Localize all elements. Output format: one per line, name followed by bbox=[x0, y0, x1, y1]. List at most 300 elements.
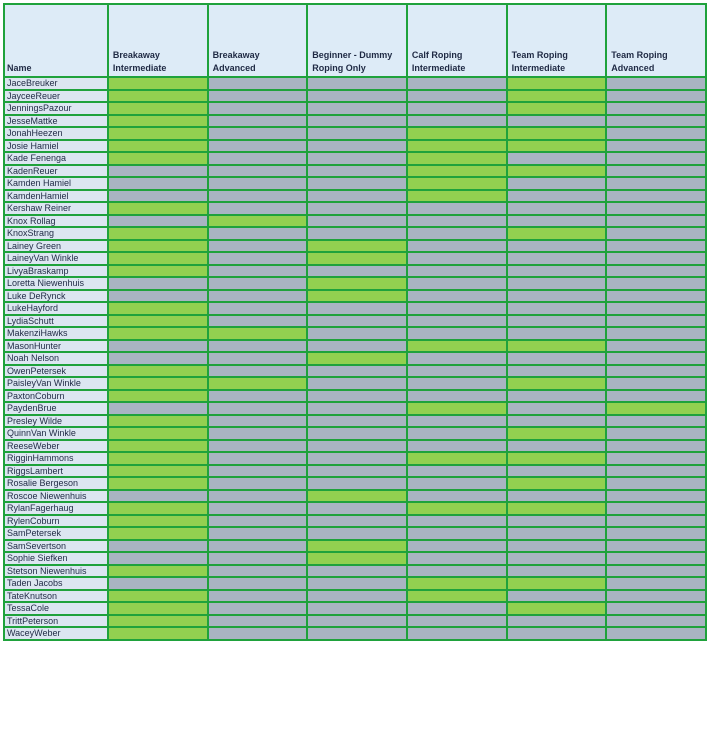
event-cell-checked[interactable] bbox=[507, 127, 607, 140]
event-cell-unchecked[interactable] bbox=[507, 290, 607, 303]
event-cell-unchecked[interactable] bbox=[307, 627, 407, 640]
event-cell-unchecked[interactable] bbox=[407, 615, 507, 628]
event-cell-unchecked[interactable] bbox=[307, 390, 407, 403]
event-cell-unchecked[interactable] bbox=[507, 152, 607, 165]
event-cell-unchecked[interactable] bbox=[208, 227, 308, 240]
event-cell-checked[interactable] bbox=[407, 190, 507, 203]
event-cell-unchecked[interactable] bbox=[208, 490, 308, 503]
event-cell-unchecked[interactable] bbox=[208, 415, 308, 428]
event-cell-unchecked[interactable] bbox=[208, 140, 308, 153]
participant-name-cell[interactable]: SamPetersek bbox=[4, 527, 108, 540]
event-cell-unchecked[interactable] bbox=[208, 315, 308, 328]
event-cell-unchecked[interactable] bbox=[507, 490, 607, 503]
event-cell-unchecked[interactable] bbox=[307, 402, 407, 415]
event-cell-unchecked[interactable] bbox=[208, 240, 308, 253]
event-cell-unchecked[interactable] bbox=[208, 90, 308, 103]
event-cell-checked[interactable] bbox=[108, 252, 208, 265]
event-cell-checked[interactable] bbox=[108, 302, 208, 315]
event-cell-unchecked[interactable] bbox=[407, 602, 507, 615]
event-cell-unchecked[interactable] bbox=[407, 427, 507, 440]
event-cell-unchecked[interactable] bbox=[507, 440, 607, 453]
event-cell-unchecked[interactable] bbox=[307, 615, 407, 628]
event-cell-checked[interactable] bbox=[108, 590, 208, 603]
event-cell-unchecked[interactable] bbox=[307, 152, 407, 165]
event-cell-checked[interactable] bbox=[108, 527, 208, 540]
event-cell-checked[interactable] bbox=[108, 152, 208, 165]
event-cell-checked[interactable] bbox=[407, 402, 507, 415]
event-cell-unchecked[interactable] bbox=[606, 515, 706, 528]
event-cell-checked[interactable] bbox=[108, 140, 208, 153]
event-cell-checked[interactable] bbox=[208, 215, 308, 228]
event-cell-unchecked[interactable] bbox=[407, 565, 507, 578]
event-cell-unchecked[interactable] bbox=[407, 515, 507, 528]
event-cell-unchecked[interactable] bbox=[208, 465, 308, 478]
participant-name-cell[interactable]: Josie Hamiel bbox=[4, 140, 108, 153]
event-cell-unchecked[interactable] bbox=[307, 577, 407, 590]
event-cell-unchecked[interactable] bbox=[208, 77, 308, 90]
event-cell-checked[interactable] bbox=[507, 90, 607, 103]
event-cell-unchecked[interactable] bbox=[208, 152, 308, 165]
event-cell-unchecked[interactable] bbox=[606, 577, 706, 590]
event-cell-unchecked[interactable] bbox=[208, 202, 308, 215]
event-cell-unchecked[interactable] bbox=[606, 277, 706, 290]
participant-name-cell[interactable]: Stetson Niewenhuis bbox=[4, 565, 108, 578]
participant-name-cell[interactable]: TessaCole bbox=[4, 602, 108, 615]
event-cell-checked[interactable] bbox=[108, 315, 208, 328]
event-cell-unchecked[interactable] bbox=[307, 502, 407, 515]
event-cell-unchecked[interactable] bbox=[407, 102, 507, 115]
event-cell-unchecked[interactable] bbox=[307, 565, 407, 578]
event-cell-unchecked[interactable] bbox=[407, 115, 507, 128]
event-cell-checked[interactable] bbox=[108, 477, 208, 490]
event-cell-checked[interactable] bbox=[307, 352, 407, 365]
event-cell-unchecked[interactable] bbox=[108, 177, 208, 190]
event-cell-unchecked[interactable] bbox=[606, 602, 706, 615]
event-cell-unchecked[interactable] bbox=[208, 277, 308, 290]
event-cell-unchecked[interactable] bbox=[407, 552, 507, 565]
event-cell-unchecked[interactable] bbox=[407, 215, 507, 228]
participant-name-cell[interactable]: PaxtonCoburn bbox=[4, 390, 108, 403]
event-cell-unchecked[interactable] bbox=[208, 427, 308, 440]
event-cell-unchecked[interactable] bbox=[307, 127, 407, 140]
event-cell-checked[interactable] bbox=[507, 227, 607, 240]
event-cell-unchecked[interactable] bbox=[108, 340, 208, 353]
event-cell-unchecked[interactable] bbox=[307, 477, 407, 490]
participant-name-cell[interactable]: JenningsPazour bbox=[4, 102, 108, 115]
event-cell-checked[interactable] bbox=[108, 327, 208, 340]
event-cell-unchecked[interactable] bbox=[606, 302, 706, 315]
event-cell-unchecked[interactable] bbox=[507, 515, 607, 528]
event-cell-unchecked[interactable] bbox=[606, 165, 706, 178]
participant-name-cell[interactable]: MakenziHawks bbox=[4, 327, 108, 340]
event-cell-checked[interactable] bbox=[407, 577, 507, 590]
event-cell-unchecked[interactable] bbox=[208, 565, 308, 578]
event-cell-checked[interactable] bbox=[507, 165, 607, 178]
event-cell-checked[interactable] bbox=[507, 602, 607, 615]
event-cell-unchecked[interactable] bbox=[108, 490, 208, 503]
event-cell-unchecked[interactable] bbox=[208, 590, 308, 603]
event-cell-checked[interactable] bbox=[108, 515, 208, 528]
event-cell-unchecked[interactable] bbox=[507, 615, 607, 628]
event-cell-checked[interactable] bbox=[407, 127, 507, 140]
participant-name-cell[interactable]: Presley Wilde bbox=[4, 415, 108, 428]
event-cell-checked[interactable] bbox=[407, 152, 507, 165]
participant-name-cell[interactable]: Kamden Hamiel bbox=[4, 177, 108, 190]
participant-name-cell[interactable]: RiggsLambert bbox=[4, 465, 108, 478]
event-cell-unchecked[interactable] bbox=[307, 440, 407, 453]
participant-name-cell[interactable]: Sophie Siefken bbox=[4, 552, 108, 565]
event-cell-unchecked[interactable] bbox=[208, 440, 308, 453]
event-cell-unchecked[interactable] bbox=[307, 140, 407, 153]
participant-name-cell[interactable]: RylanFagerhaug bbox=[4, 502, 108, 515]
event-cell-checked[interactable] bbox=[407, 340, 507, 353]
event-cell-unchecked[interactable] bbox=[606, 202, 706, 215]
event-cell-unchecked[interactable] bbox=[606, 377, 706, 390]
participant-name-cell[interactable]: Taden Jacobs bbox=[4, 577, 108, 590]
event-cell-unchecked[interactable] bbox=[407, 352, 507, 365]
event-cell-unchecked[interactable] bbox=[307, 527, 407, 540]
event-cell-unchecked[interactable] bbox=[208, 390, 308, 403]
event-cell-unchecked[interactable] bbox=[208, 252, 308, 265]
event-cell-unchecked[interactable] bbox=[606, 290, 706, 303]
event-cell-unchecked[interactable] bbox=[407, 265, 507, 278]
event-cell-unchecked[interactable] bbox=[407, 477, 507, 490]
event-cell-checked[interactable] bbox=[606, 402, 706, 415]
event-cell-unchecked[interactable] bbox=[606, 477, 706, 490]
event-cell-unchecked[interactable] bbox=[307, 415, 407, 428]
event-cell-unchecked[interactable] bbox=[407, 540, 507, 553]
participant-name-cell[interactable]: LydiaSchutt bbox=[4, 315, 108, 328]
event-cell-unchecked[interactable] bbox=[208, 290, 308, 303]
header-breakaway-intermediate[interactable]: Breakaway Intermediate bbox=[108, 4, 208, 77]
event-cell-checked[interactable] bbox=[407, 140, 507, 153]
event-cell-unchecked[interactable] bbox=[208, 102, 308, 115]
event-cell-unchecked[interactable] bbox=[606, 252, 706, 265]
event-cell-unchecked[interactable] bbox=[507, 190, 607, 203]
event-cell-unchecked[interactable] bbox=[307, 515, 407, 528]
event-cell-unchecked[interactable] bbox=[606, 215, 706, 228]
event-cell-unchecked[interactable] bbox=[606, 152, 706, 165]
header-calf-roping-intermediate[interactable]: Calf Roping Intermediate bbox=[407, 4, 507, 77]
event-cell-unchecked[interactable] bbox=[407, 365, 507, 378]
participant-name-cell[interactable]: TrittPeterson bbox=[4, 615, 108, 628]
event-cell-checked[interactable] bbox=[407, 452, 507, 465]
participant-name-cell[interactable]: Kershaw Reiner bbox=[4, 202, 108, 215]
event-cell-unchecked[interactable] bbox=[307, 365, 407, 378]
participant-name-cell[interactable]: WaceyWeber bbox=[4, 627, 108, 640]
event-cell-checked[interactable] bbox=[108, 90, 208, 103]
event-cell-unchecked[interactable] bbox=[407, 290, 507, 303]
event-cell-checked[interactable] bbox=[507, 377, 607, 390]
event-cell-unchecked[interactable] bbox=[307, 602, 407, 615]
header-beginner-dummy-roping[interactable]: Beginner - Dummy Roping Only bbox=[307, 4, 407, 77]
event-cell-checked[interactable] bbox=[108, 615, 208, 628]
event-cell-checked[interactable] bbox=[208, 377, 308, 390]
event-cell-unchecked[interactable] bbox=[208, 527, 308, 540]
event-cell-checked[interactable] bbox=[108, 440, 208, 453]
header-team-roping-intermediate[interactable]: Team Roping Intermediate bbox=[507, 4, 607, 77]
event-cell-unchecked[interactable] bbox=[507, 327, 607, 340]
event-cell-checked[interactable] bbox=[507, 102, 607, 115]
event-cell-checked[interactable] bbox=[208, 327, 308, 340]
event-cell-unchecked[interactable] bbox=[108, 290, 208, 303]
event-cell-unchecked[interactable] bbox=[507, 265, 607, 278]
event-cell-unchecked[interactable] bbox=[507, 527, 607, 540]
event-cell-checked[interactable] bbox=[307, 540, 407, 553]
event-cell-checked[interactable] bbox=[507, 452, 607, 465]
event-cell-checked[interactable] bbox=[507, 140, 607, 153]
event-cell-unchecked[interactable] bbox=[407, 377, 507, 390]
event-cell-unchecked[interactable] bbox=[208, 302, 308, 315]
participant-name-cell[interactable]: JesseMattke bbox=[4, 115, 108, 128]
event-cell-unchecked[interactable] bbox=[307, 115, 407, 128]
event-cell-checked[interactable] bbox=[507, 340, 607, 353]
event-cell-unchecked[interactable] bbox=[208, 177, 308, 190]
event-cell-unchecked[interactable] bbox=[307, 227, 407, 240]
event-cell-unchecked[interactable] bbox=[108, 352, 208, 365]
event-cell-checked[interactable] bbox=[108, 102, 208, 115]
event-cell-unchecked[interactable] bbox=[307, 452, 407, 465]
event-cell-checked[interactable] bbox=[108, 365, 208, 378]
event-cell-checked[interactable] bbox=[108, 452, 208, 465]
event-cell-unchecked[interactable] bbox=[507, 302, 607, 315]
event-cell-unchecked[interactable] bbox=[407, 227, 507, 240]
participant-name-cell[interactable]: Kade Fenenga bbox=[4, 152, 108, 165]
participant-name-cell[interactable]: KamdenHamiel bbox=[4, 190, 108, 203]
event-cell-unchecked[interactable] bbox=[507, 540, 607, 553]
event-cell-checked[interactable] bbox=[307, 290, 407, 303]
event-cell-unchecked[interactable] bbox=[606, 177, 706, 190]
event-cell-unchecked[interactable] bbox=[606, 565, 706, 578]
event-cell-unchecked[interactable] bbox=[606, 452, 706, 465]
event-cell-unchecked[interactable] bbox=[307, 340, 407, 353]
event-cell-unchecked[interactable] bbox=[606, 590, 706, 603]
event-cell-unchecked[interactable] bbox=[208, 615, 308, 628]
event-cell-unchecked[interactable] bbox=[307, 590, 407, 603]
event-cell-checked[interactable] bbox=[108, 502, 208, 515]
participant-name-cell[interactable]: MasonHunter bbox=[4, 340, 108, 353]
event-cell-unchecked[interactable] bbox=[108, 577, 208, 590]
event-cell-unchecked[interactable] bbox=[507, 177, 607, 190]
event-cell-unchecked[interactable] bbox=[407, 252, 507, 265]
event-cell-unchecked[interactable] bbox=[307, 327, 407, 340]
participant-name-cell[interactable]: TateKnutson bbox=[4, 590, 108, 603]
event-cell-unchecked[interactable] bbox=[407, 327, 507, 340]
event-cell-unchecked[interactable] bbox=[208, 165, 308, 178]
event-cell-checked[interactable] bbox=[108, 415, 208, 428]
event-cell-checked[interactable] bbox=[307, 240, 407, 253]
event-cell-unchecked[interactable] bbox=[606, 90, 706, 103]
event-cell-unchecked[interactable] bbox=[407, 302, 507, 315]
event-cell-checked[interactable] bbox=[108, 115, 208, 128]
event-cell-unchecked[interactable] bbox=[507, 415, 607, 428]
event-cell-checked[interactable] bbox=[108, 565, 208, 578]
event-cell-unchecked[interactable] bbox=[606, 540, 706, 553]
event-cell-unchecked[interactable] bbox=[507, 390, 607, 403]
event-cell-unchecked[interactable] bbox=[606, 440, 706, 453]
event-cell-unchecked[interactable] bbox=[407, 390, 507, 403]
participant-name-cell[interactable]: JayceeReuer bbox=[4, 90, 108, 103]
event-cell-unchecked[interactable] bbox=[507, 565, 607, 578]
participant-name-cell[interactable]: KnoxStrang bbox=[4, 227, 108, 240]
event-cell-unchecked[interactable] bbox=[307, 377, 407, 390]
event-cell-unchecked[interactable] bbox=[407, 315, 507, 328]
event-cell-checked[interactable] bbox=[108, 627, 208, 640]
event-cell-unchecked[interactable] bbox=[307, 427, 407, 440]
event-cell-unchecked[interactable] bbox=[606, 340, 706, 353]
event-cell-unchecked[interactable] bbox=[507, 590, 607, 603]
event-cell-unchecked[interactable] bbox=[507, 240, 607, 253]
event-cell-unchecked[interactable] bbox=[606, 502, 706, 515]
event-cell-unchecked[interactable] bbox=[606, 327, 706, 340]
event-cell-unchecked[interactable] bbox=[208, 540, 308, 553]
event-cell-unchecked[interactable] bbox=[507, 552, 607, 565]
participant-name-cell[interactable]: LukeHayford bbox=[4, 302, 108, 315]
event-cell-unchecked[interactable] bbox=[407, 465, 507, 478]
event-cell-unchecked[interactable] bbox=[606, 415, 706, 428]
participant-name-cell[interactable]: Knox Rollag bbox=[4, 215, 108, 228]
event-cell-unchecked[interactable] bbox=[108, 165, 208, 178]
event-cell-unchecked[interactable] bbox=[507, 365, 607, 378]
event-cell-unchecked[interactable] bbox=[606, 127, 706, 140]
event-cell-unchecked[interactable] bbox=[208, 115, 308, 128]
event-cell-unchecked[interactable] bbox=[307, 302, 407, 315]
participant-name-cell[interactable]: JaceBreuker bbox=[4, 77, 108, 90]
event-cell-unchecked[interactable] bbox=[407, 440, 507, 453]
event-cell-unchecked[interactable] bbox=[208, 577, 308, 590]
event-cell-unchecked[interactable] bbox=[606, 190, 706, 203]
participant-name-cell[interactable]: Lainey Green bbox=[4, 240, 108, 253]
header-breakaway-advanced[interactable]: Breakaway Advanced bbox=[208, 4, 308, 77]
event-cell-unchecked[interactable] bbox=[507, 315, 607, 328]
event-cell-unchecked[interactable] bbox=[606, 227, 706, 240]
participant-name-cell[interactable]: PaisleyVan Winkle bbox=[4, 377, 108, 390]
event-cell-unchecked[interactable] bbox=[208, 365, 308, 378]
event-cell-checked[interactable] bbox=[108, 390, 208, 403]
event-cell-unchecked[interactable] bbox=[507, 252, 607, 265]
event-cell-unchecked[interactable] bbox=[208, 127, 308, 140]
participant-name-cell[interactable]: OwenPetersek bbox=[4, 365, 108, 378]
event-cell-unchecked[interactable] bbox=[606, 365, 706, 378]
event-cell-unchecked[interactable] bbox=[307, 265, 407, 278]
participant-name-cell[interactable]: KadenReuer bbox=[4, 165, 108, 178]
event-cell-unchecked[interactable] bbox=[606, 427, 706, 440]
event-cell-unchecked[interactable] bbox=[606, 140, 706, 153]
participant-name-cell[interactable]: RylenCoburn bbox=[4, 515, 108, 528]
event-cell-unchecked[interactable] bbox=[606, 315, 706, 328]
event-cell-unchecked[interactable] bbox=[407, 240, 507, 253]
event-cell-checked[interactable] bbox=[108, 465, 208, 478]
event-cell-unchecked[interactable] bbox=[208, 352, 308, 365]
event-cell-unchecked[interactable] bbox=[208, 340, 308, 353]
event-cell-unchecked[interactable] bbox=[108, 190, 208, 203]
event-cell-unchecked[interactable] bbox=[208, 502, 308, 515]
event-cell-unchecked[interactable] bbox=[307, 77, 407, 90]
event-cell-unchecked[interactable] bbox=[307, 215, 407, 228]
event-cell-unchecked[interactable] bbox=[108, 552, 208, 565]
event-cell-checked[interactable] bbox=[307, 490, 407, 503]
event-cell-unchecked[interactable] bbox=[507, 627, 607, 640]
participant-name-cell[interactable]: PaydenBrue bbox=[4, 402, 108, 415]
event-cell-unchecked[interactable] bbox=[307, 315, 407, 328]
event-cell-unchecked[interactable] bbox=[108, 277, 208, 290]
event-cell-checked[interactable] bbox=[307, 252, 407, 265]
participant-name-cell[interactable]: Loretta Niewenhuis bbox=[4, 277, 108, 290]
event-cell-unchecked[interactable] bbox=[407, 277, 507, 290]
participant-name-cell[interactable]: RigginHammons bbox=[4, 452, 108, 465]
event-cell-unchecked[interactable] bbox=[208, 602, 308, 615]
event-cell-checked[interactable] bbox=[108, 202, 208, 215]
event-cell-checked[interactable] bbox=[108, 227, 208, 240]
event-cell-unchecked[interactable] bbox=[208, 402, 308, 415]
event-cell-unchecked[interactable] bbox=[407, 527, 507, 540]
participant-name-cell[interactable]: Noah Nelson bbox=[4, 352, 108, 365]
event-cell-unchecked[interactable] bbox=[606, 527, 706, 540]
event-cell-checked[interactable] bbox=[407, 177, 507, 190]
event-cell-unchecked[interactable] bbox=[307, 465, 407, 478]
event-cell-unchecked[interactable] bbox=[507, 202, 607, 215]
event-cell-unchecked[interactable] bbox=[208, 477, 308, 490]
participant-name-cell[interactable]: LivyaBraskamp bbox=[4, 265, 108, 278]
event-cell-unchecked[interactable] bbox=[407, 627, 507, 640]
event-cell-unchecked[interactable] bbox=[606, 390, 706, 403]
event-cell-unchecked[interactable] bbox=[606, 102, 706, 115]
participant-name-cell[interactable]: LaineyVan Winkle bbox=[4, 252, 108, 265]
event-cell-unchecked[interactable] bbox=[507, 352, 607, 365]
event-cell-checked[interactable] bbox=[507, 77, 607, 90]
event-cell-unchecked[interactable] bbox=[606, 627, 706, 640]
event-cell-checked[interactable] bbox=[407, 165, 507, 178]
event-cell-unchecked[interactable] bbox=[208, 265, 308, 278]
participant-name-cell[interactable]: Roscoe Niewenhuis bbox=[4, 490, 108, 503]
event-cell-unchecked[interactable] bbox=[407, 490, 507, 503]
event-cell-checked[interactable] bbox=[108, 127, 208, 140]
participant-name-cell[interactable]: ReeseWeber bbox=[4, 440, 108, 453]
event-cell-unchecked[interactable] bbox=[208, 190, 308, 203]
header-team-roping-advanced[interactable]: Team Roping Advanced bbox=[606, 4, 706, 77]
event-cell-checked[interactable] bbox=[407, 590, 507, 603]
event-cell-unchecked[interactable] bbox=[407, 415, 507, 428]
participant-name-cell[interactable]: Rosalie Bergeson bbox=[4, 477, 108, 490]
event-cell-unchecked[interactable] bbox=[208, 552, 308, 565]
event-cell-unchecked[interactable] bbox=[606, 615, 706, 628]
event-cell-checked[interactable] bbox=[108, 77, 208, 90]
event-cell-unchecked[interactable] bbox=[307, 90, 407, 103]
event-cell-unchecked[interactable] bbox=[606, 265, 706, 278]
event-cell-unchecked[interactable] bbox=[507, 115, 607, 128]
event-cell-checked[interactable] bbox=[108, 240, 208, 253]
event-cell-unchecked[interactable] bbox=[307, 202, 407, 215]
participant-name-cell[interactable]: SamSevertson bbox=[4, 540, 108, 553]
event-cell-unchecked[interactable] bbox=[606, 552, 706, 565]
event-cell-unchecked[interactable] bbox=[307, 102, 407, 115]
event-cell-unchecked[interactable] bbox=[307, 190, 407, 203]
header-name[interactable]: Name bbox=[4, 4, 108, 77]
event-cell-checked[interactable] bbox=[407, 502, 507, 515]
event-cell-checked[interactable] bbox=[108, 377, 208, 390]
event-cell-unchecked[interactable] bbox=[507, 215, 607, 228]
event-cell-unchecked[interactable] bbox=[507, 277, 607, 290]
event-cell-unchecked[interactable] bbox=[407, 77, 507, 90]
participant-name-cell[interactable]: QuinnVan Winkle bbox=[4, 427, 108, 440]
participant-name-cell[interactable]: JonahHeezen bbox=[4, 127, 108, 140]
event-cell-unchecked[interactable] bbox=[307, 165, 407, 178]
event-cell-checked[interactable] bbox=[108, 265, 208, 278]
event-cell-checked[interactable] bbox=[108, 602, 208, 615]
event-cell-unchecked[interactable] bbox=[606, 115, 706, 128]
event-cell-checked[interactable] bbox=[507, 502, 607, 515]
event-cell-unchecked[interactable] bbox=[108, 540, 208, 553]
